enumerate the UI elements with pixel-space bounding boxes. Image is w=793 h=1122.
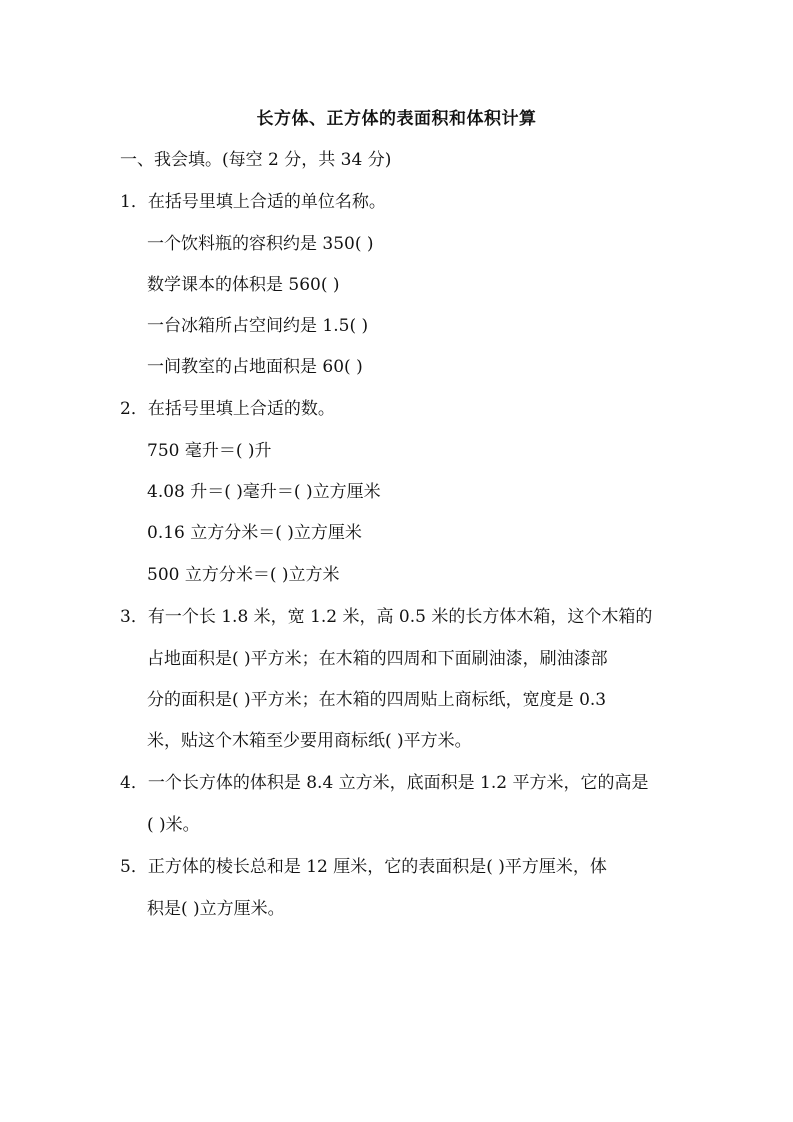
question-2-item: 4.08 升＝( )毫升＝( )立方厘米: [147, 482, 381, 502]
question-3-line: 米，贴这个木箱至少要用商标纸( )平方米。: [147, 731, 472, 751]
question-5-line: 5．正方体的棱长总和是 12 厘米，它的表面积是( )平方厘米，体: [120, 857, 607, 877]
question-3-line: 分的面积是( )平方米；在木箱的四周贴上商标纸，宽度是 0.3: [147, 690, 607, 710]
section-heading: 一、我会填。(每空 2 分，共 34 分): [120, 150, 392, 170]
question-3-line: 3．有一个长 1.8 米，宽 1.2 米，高 0.5 米的长方体木箱，这个木箱的: [120, 607, 653, 627]
question-5-line: 积是( )立方厘米。: [147, 899, 285, 919]
question-1-item: 数学课本的体积是 560( ): [147, 275, 340, 295]
question-4-line: 4．一个长方体的体积是 8.4 立方米，底面积是 1.2 平方米，它的高是: [120, 773, 649, 793]
page-title: 长方体、正方体的表面积和体积计算: [256, 109, 537, 129]
question-2-stem: 2．在括号里填上合适的数。: [120, 399, 335, 419]
question-4-line: ( )米。: [147, 815, 200, 835]
question-1-item: 一个饮料瓶的容积约是 350( ): [147, 234, 374, 254]
question-2-item: 500 立方分米＝( )立方米: [147, 565, 340, 585]
question-1-item: 一间教室的占地面积是 60( ): [147, 357, 363, 377]
question-3-line: 占地面积是( )平方米；在木箱的四周和下面刷油漆，刷油漆部: [147, 649, 608, 669]
question-2-item: 750 毫升＝( )升: [147, 441, 272, 461]
question-2-item: 0.16 立方分米＝( )立方厘米: [147, 523, 362, 543]
question-1-stem: 1．在括号里填上合适的单位名称。: [120, 192, 386, 212]
question-1-item: 一台冰箱所占空间约是 1.5( ): [147, 316, 369, 336]
